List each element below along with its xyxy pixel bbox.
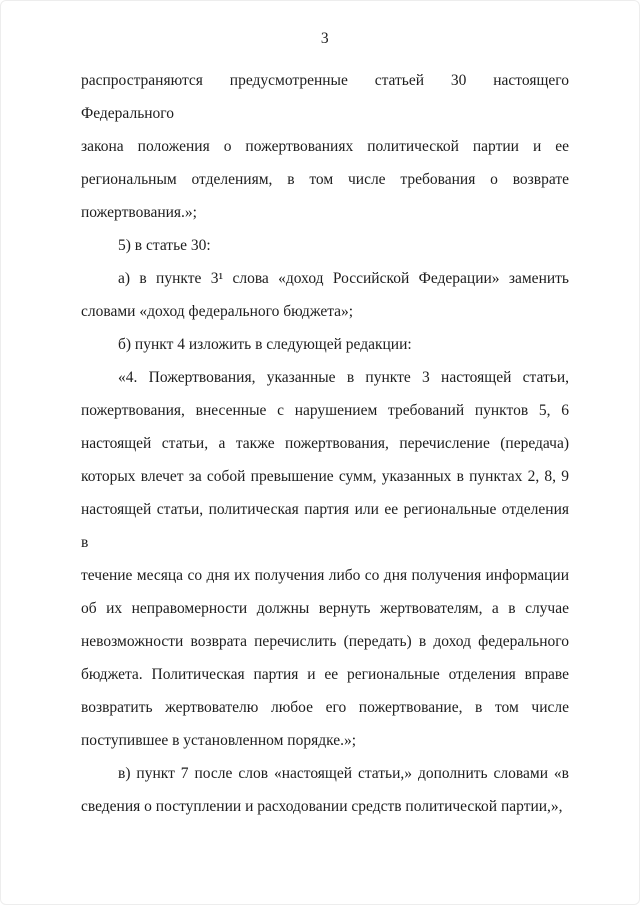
text-line: настоящей статьи, политическая партия или ее региональные отделения в — [81, 501, 569, 551]
text-line: бюджета. Политическая партия и ее региональные отделения вправе — [81, 666, 569, 683]
para-quoted-point-4 — [81, 361, 569, 757]
text-line: а) в пункте 3¹ слова «доход Российской Федерации» заменить — [118, 270, 569, 287]
para-item-5v — [81, 757, 569, 823]
text-line: настоящей статьи, а также пожертвования, перечисление (передача) — [81, 435, 569, 452]
text-line: сведения о поступлении и расходовании средств политической партии,», — [81, 798, 563, 815]
text-line: пожертвования.»; — [81, 204, 197, 221]
text-line: распространяются предусмотренные статьей 30 настоящего Федерального — [81, 72, 569, 122]
text-line: региональным отделениям, в том числе требования о возврате — [81, 171, 569, 188]
para-item-5b — [81, 328, 569, 361]
document-body — [81, 64, 569, 823]
text-line: которых влечет за собой превышение сумм, указанных в пунктах 2, 8, 9 — [81, 468, 569, 485]
page-number: 3 — [320, 30, 330, 47]
text-line: пожертвования, внесенные с нарушением требований пунктов 5, 6 — [81, 402, 569, 419]
text-line: об их неправомерности должны вернуть жертвователям, а в случае — [81, 600, 569, 617]
text-line: закона положения о пожертвованиях политической партии и ее — [81, 138, 569, 155]
text-line: возвратить жертвователю любое его пожертвование, в том числе — [81, 699, 569, 716]
text-line: б) пункт 4 изложить в следующей редакции: — [118, 336, 412, 353]
text-line: поступившее в установленном порядке.»; — [81, 732, 357, 749]
para-item-5 — [81, 229, 569, 262]
text-line: течение месяца со дня их получения либо со дня получения информации — [81, 567, 569, 584]
text-line: в) пункт 7 после слов «настоящей статьи,» дополнить словами «в — [118, 765, 569, 782]
para-continuation-article30 — [81, 64, 569, 229]
text-line: «4. Пожертвования, указанные в пункте 3 настоящей статьи, — [118, 369, 569, 386]
text-line: невозможности возврата перечислить (передать) в доход федерального — [81, 633, 569, 650]
text-line: 5) в статье 30: — [118, 237, 211, 254]
para-item-5a — [81, 262, 569, 328]
text-line: словами «доход федерального бюджета»; — [81, 303, 354, 320]
